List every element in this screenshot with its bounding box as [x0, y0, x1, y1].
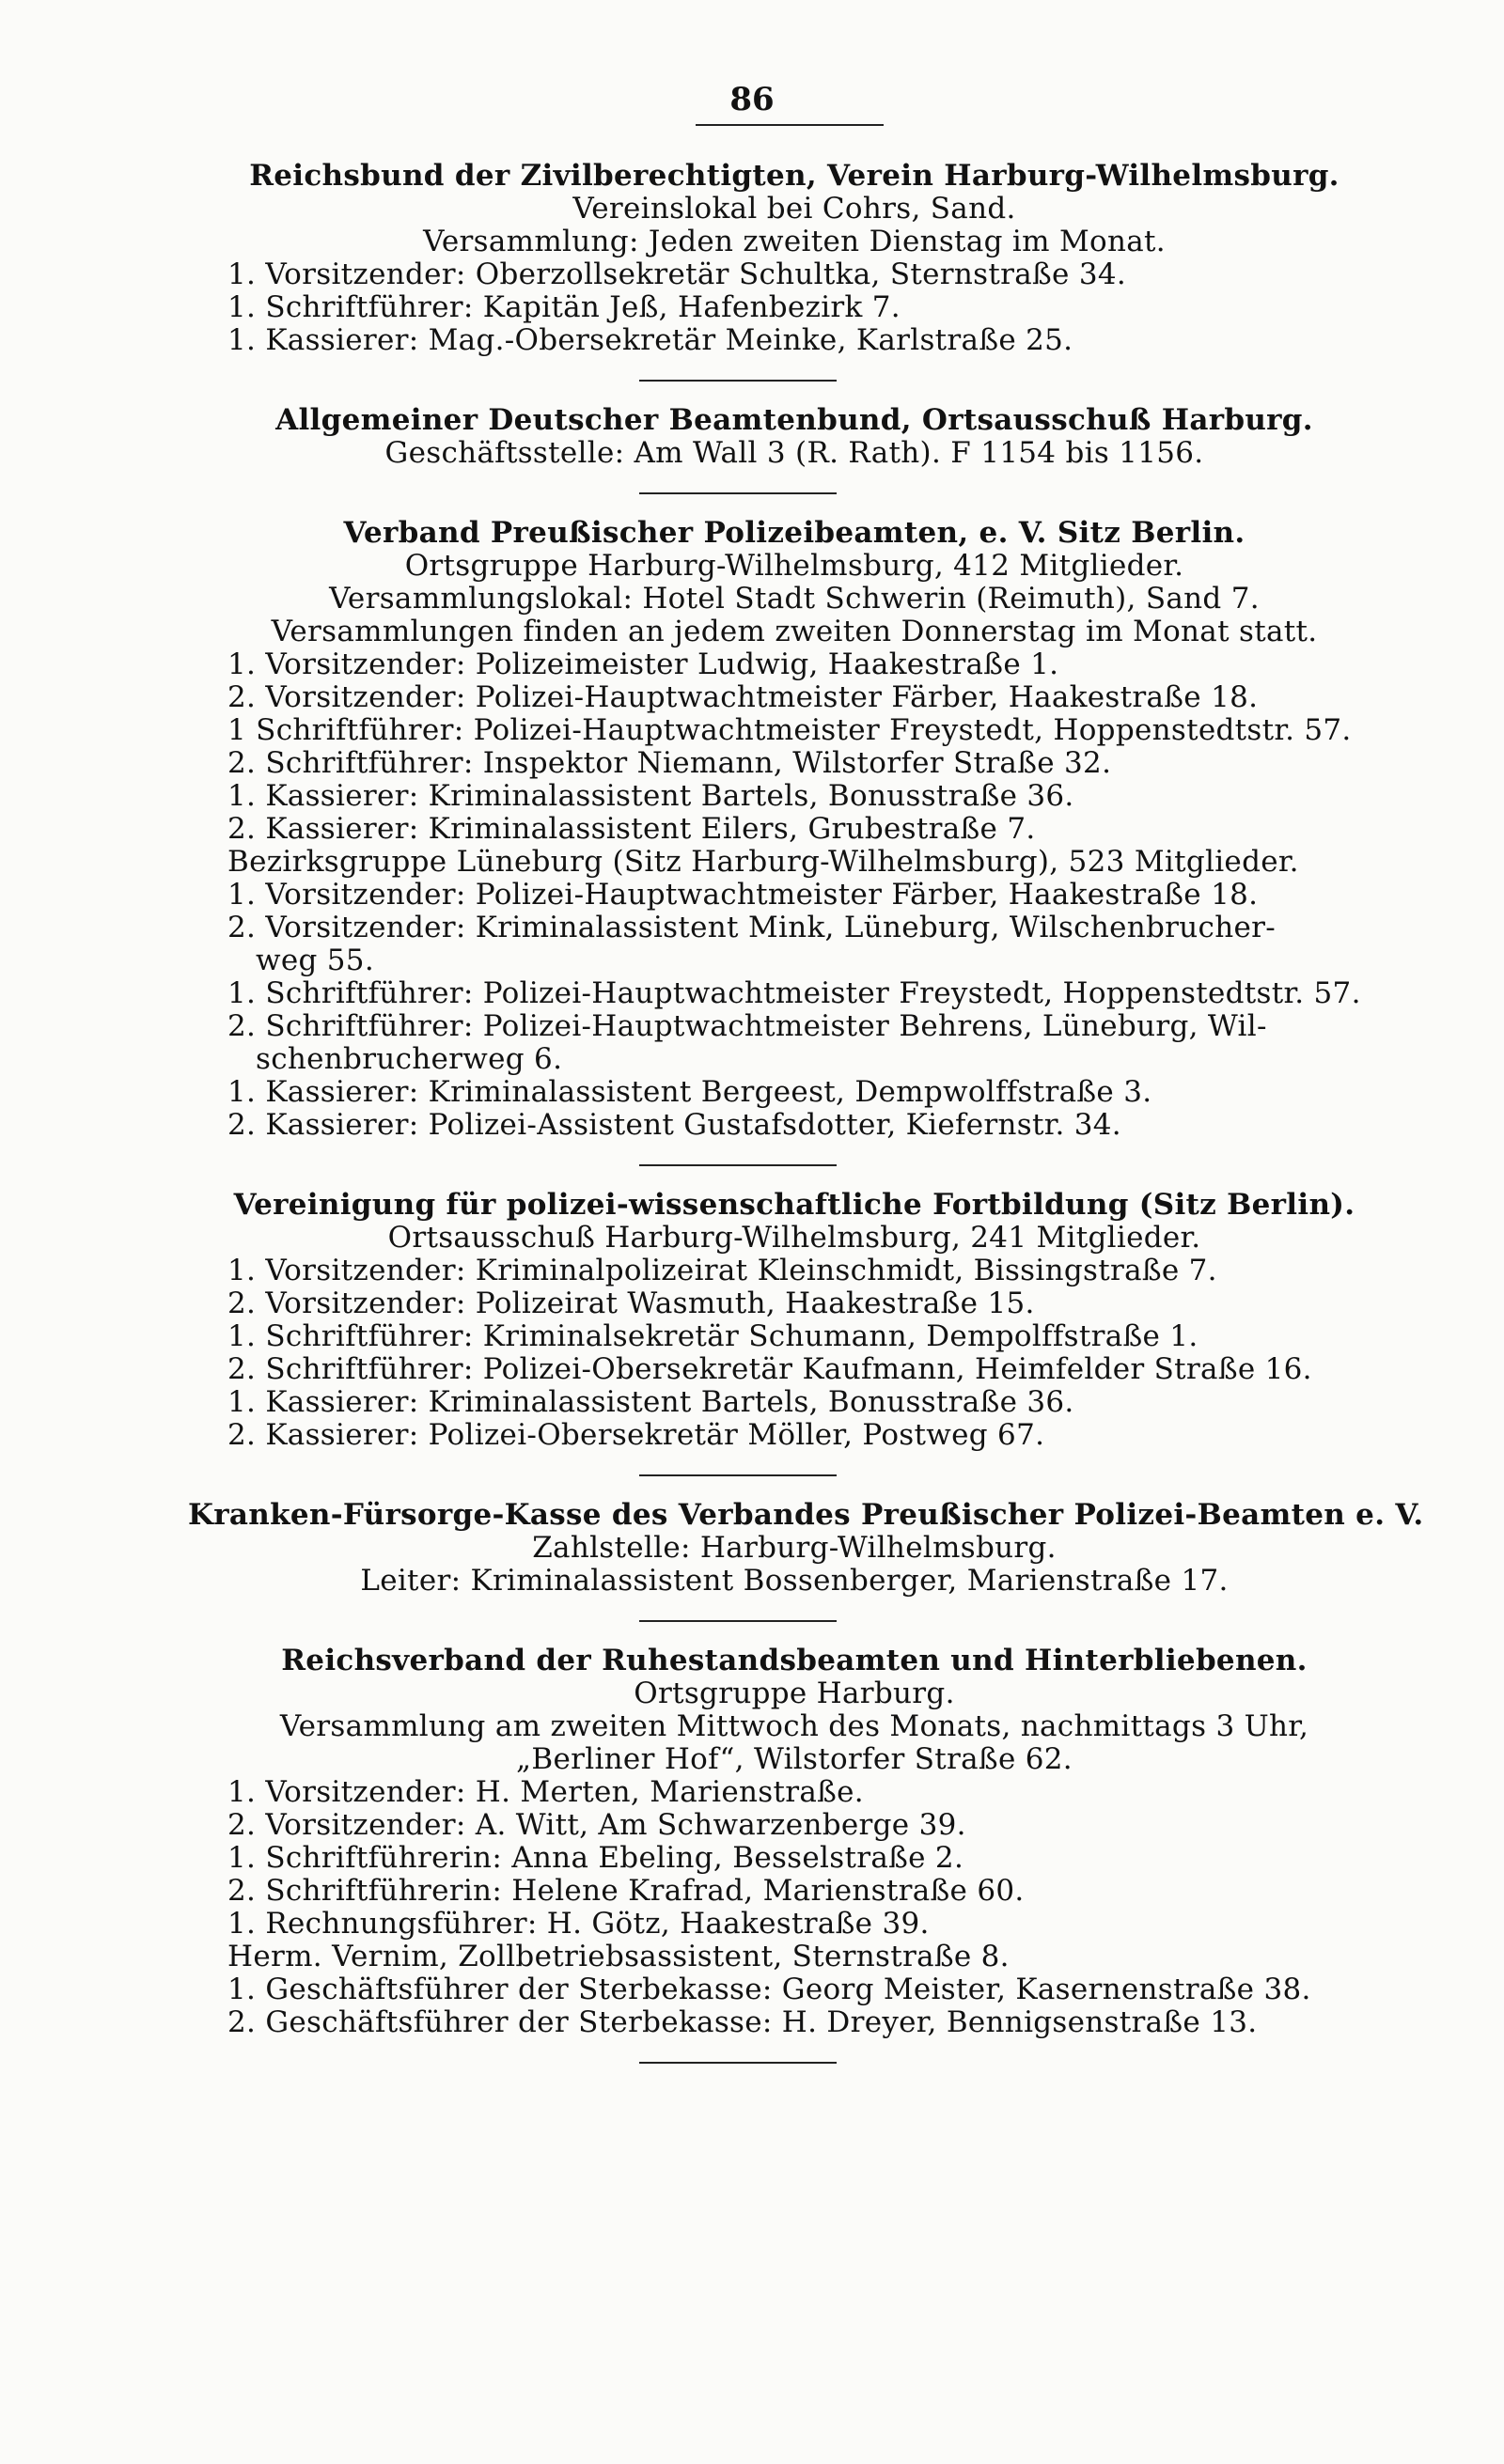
entry-line: 1. Kassierer: Kriminalassistent Bartels, Bonusstraße 36. [227, 1385, 1074, 1419]
entry-line: Bezirksgruppe Lüneburg (Sitz Harburg-Wilhelmsburg), 523 Mitglieder. [227, 845, 1299, 879]
entry-line: 2. Vorsitzender: Kriminalassistent Mink, Lüneburg, Wilschenbrucher- [227, 911, 1276, 944]
top-rule [696, 124, 884, 126]
section-subline: Geschäftsstelle: Am Wall 3 (R. Rath). F 1154 bis 1156. [384, 436, 1204, 470]
section-subline: Versammlungslokal: Hotel Stadt Schwerin (Reimuth), Sand 7. [329, 582, 1260, 616]
section-subline: Versammlung am zweiten Mittwoch des Monats, nachmittags 3 Uhr, [279, 1709, 1309, 1743]
section-subline: Zahlstelle: Harburg-Wilhelmsburg. [532, 1531, 1057, 1565]
entry-line: 1. Vorsitzender: Oberzollsekretär Schultka, Sternstraße 34. [227, 257, 1127, 291]
entry-line: 1 Schriftführer: Polizei-Hauptwachtmeister Freystedt, Hoppenstedtstr. 57. [227, 713, 1352, 747]
entry-line: 1. Vorsitzender: Polizeimeister Ludwig, Haakestraße 1. [227, 647, 1059, 681]
entry-line: 1. Vorsitzender: Polizei-Hauptwachtmeister Färber, Haakestraße 18. [227, 878, 1259, 912]
entry-line: 1. Vorsitzender: Kriminalpolizeirat Kleinschmidt, Bissingstraße 7. [227, 1254, 1217, 1287]
section [188, 160, 1401, 357]
section [188, 404, 1401, 470]
entry-line: schenbrucherweg 6. [256, 1042, 563, 1076]
section-heading: Reichsverband der Ruhestandsbeamten und Hinterbliebenen. [281, 1644, 1308, 1677]
entry-line: 1. Kassierer: Kriminalassistent Bergeest, Dempwolffstraße 3. [227, 1075, 1152, 1109]
entry-line: 2. Kassierer: Polizei-Obersekretär Möller, Postweg 67. [227, 1418, 1045, 1452]
entry-line: 1. Geschäftsführer der Sterbekasse: Georg Meister, Kasernenstraße 38. [227, 1973, 1311, 2006]
section [188, 1645, 1401, 2039]
section-subline: Ortsausschuß Harburg-Wilhelmsburg, 241 Mitglieder. [387, 1221, 1201, 1255]
section-subline: Vereinslokal bei Cohrs, Sand. [572, 192, 1016, 226]
entry-line: 2. Kassierer: Polizei-Assistent Gustafsdotter, Kiefernstr. 34. [227, 1108, 1121, 1142]
entry-line: 1. Kassierer: Kriminalassistent Bartels, Bonusstraße 36. [227, 779, 1074, 813]
entry-line: 2. Schriftführer: Inspektor Niemann, Wilstorfer Straße 32. [227, 746, 1112, 780]
entry-line: 2. Vorsitzender: Polizei-Hauptwachtmeister Färber, Haakestraße 18. [227, 680, 1259, 714]
section-divider [639, 492, 837, 494]
section-heading: Vereinigung für polizei-wissenschaftliche Fortbildung (Sitz Berlin). [233, 1188, 1355, 1222]
entry-line: 2. Schriftführerin: Helene Krafrad, Marienstraße 60. [227, 1874, 1025, 1908]
entry-line: 2. Geschäftsführer der Sterbekasse: H. Dreyer, Bennigsenstraße 13. [227, 2005, 1258, 2039]
entry-line: 2. Vorsitzender: A. Witt, Am Schwarzenberge 39. [227, 1808, 966, 1842]
section-subline: Versammlung: Jeden zweiten Dienstag im Monat. [423, 225, 1166, 258]
section-subline: Ortsgruppe Harburg-Wilhelmsburg, 412 Mitglieder. [404, 549, 1184, 583]
section-heading: Allgemeiner Deutscher Beamtenbund, Ortsausschuß Harburg. [275, 403, 1313, 437]
entry-line: 1. Vorsitzender: H. Merten, Marienstraße. [227, 1775, 864, 1809]
section-heading: Reichsbund der Zivilberechtigten, Verein Harburg-Wilhelmsburg. [249, 159, 1340, 193]
page-number: 86 [729, 81, 775, 118]
section-divider [639, 1474, 837, 1476]
section-divider [639, 380, 837, 382]
entry-line: 1. Schriftführerin: Anna Ebeling, Besselstraße 2. [227, 1841, 964, 1875]
section-divider [639, 1620, 837, 1622]
entry-line: 2. Schriftführer: Polizei-Hauptwachtmeister Behrens, Lüneburg, Wil- [227, 1009, 1267, 1043]
section [188, 1189, 1401, 1452]
entry-line: 2. Vorsitzender: Polizeirat Wasmuth, Haakestraße 15. [227, 1287, 1035, 1320]
entry-line: 2. Kassierer: Kriminalassistent Eilers, Grubestraße 7. [227, 812, 1036, 846]
section-subline: Versammlungen finden an jedem zweiten Donnerstag im Monat statt. [271, 615, 1318, 648]
document-body [188, 159, 1424, 2086]
section-subline: Ortsgruppe Harburg. [634, 1676, 955, 1710]
entry-line: 1. Schriftführer: Kapitän Jeß, Hafenbezirk 7. [227, 290, 901, 324]
section-subline: „Berliner Hof“, Wilstorfer Straße 62. [516, 1742, 1073, 1776]
entry-line: 1. Kassierer: Mag.-Obersekretär Meinke, Karlstraße 25. [227, 323, 1073, 357]
section-subline: Leiter: Kriminalassistent Bossenberger, Marienstraße 17. [360, 1564, 1229, 1598]
entry-line: Herm. Vernim, Zollbetriebsassistent, Sternstraße 8. [227, 1940, 1010, 1973]
entry-line: 1. Rechnungsführer: H. Götz, Haakestraße 39. [227, 1907, 930, 1941]
section [188, 1498, 1424, 1598]
entry-line: 2. Schriftführer: Polizei-Obersekretär Kaufmann, Heimfelder Straße 16. [227, 1352, 1312, 1386]
section-heading: Kranken-Fürsorge-Kasse des Verbandes Preußischer Polizei-Beamten e. V. [188, 1498, 1424, 1532]
section-divider [639, 2062, 837, 2064]
section [188, 517, 1401, 1142]
entry-line: 1. Schriftführer: Polizei-Hauptwachtmeister Freystedt, Hoppenstedtstr. 57. [227, 976, 1361, 1010]
entry-line: weg 55. [256, 943, 374, 977]
section-divider [639, 1164, 837, 1166]
entry-line: 1. Schriftführer: Kriminalsekretär Schumann, Dempolffstraße 1. [227, 1319, 1198, 1353]
section-heading: Verband Preußischer Polizeibeamten, e. V. Sitz Berlin. [343, 516, 1246, 550]
